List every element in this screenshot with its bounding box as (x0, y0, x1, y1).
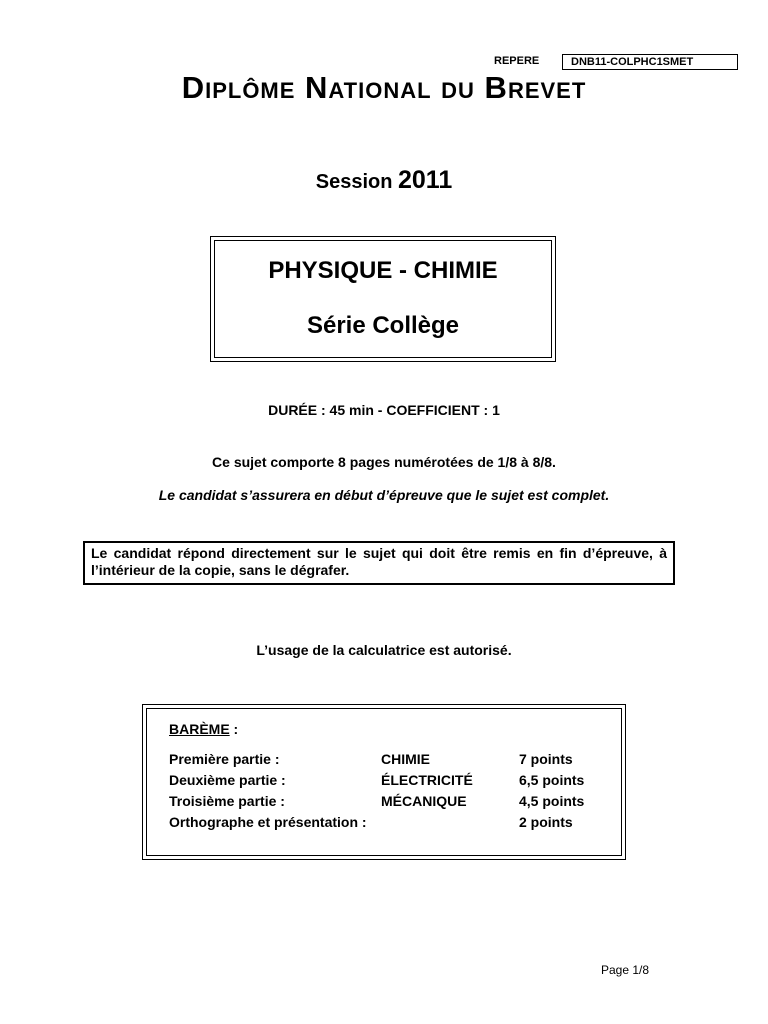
subject-box (210, 236, 556, 362)
bareme-points: 4,5 points (519, 793, 585, 809)
pages-info: Ce sujet comporte 8 pages numérotées de 1/8 à 8/8. (212, 454, 556, 470)
bareme-part: Première partie : (169, 751, 280, 767)
bareme-points: 6,5 points (519, 772, 585, 788)
instruction-box: Le candidat répond directement sur le sujet qui doit être remis en fin d’épreuve, à l’intérieur de la copie, sans le dégrafer. (83, 541, 675, 585)
duration-line: DURÉE : 45 min - COEFFICIENT : 1 (268, 402, 500, 418)
bareme-title (169, 721, 238, 737)
page-number: Page 1/8 (601, 963, 650, 977)
bareme-title-text: BARÈME (169, 721, 230, 737)
session-label: Session (315, 171, 393, 193)
bareme-topic: CHIMIE (381, 751, 430, 767)
bareme-part: Orthographe et présentation : (169, 814, 367, 830)
session-line (0, 166, 768, 195)
bareme-topic: ÉLECTRICITÉ (381, 772, 473, 788)
repere-label: REPERE (494, 55, 540, 67)
subject-serie: Série Collège (306, 312, 460, 339)
repere-code: DNB11-COLPHC1SMET (562, 54, 738, 70)
session-year: 2011 (398, 166, 453, 194)
check-notice: Le candidat s’assurera en début d’épreuve que le sujet est complet. (158, 487, 610, 503)
bareme-box (142, 704, 626, 860)
subject-name: PHYSIQUE - CHIMIE (268, 257, 498, 284)
bareme-topic: MÉCANIQUE (381, 793, 467, 809)
bareme-part: Troisième partie : (169, 793, 285, 809)
document-title: Diplôme National du Brevet (181, 70, 587, 105)
bareme-points: 2 points (519, 814, 573, 830)
bareme-part: Deuxième partie : (169, 772, 286, 788)
bareme-title-suffix: : (229, 721, 239, 737)
calculator-notice: L’usage de la calculatrice est autorisé. (256, 642, 512, 658)
bareme-points: 7 points (519, 751, 573, 767)
